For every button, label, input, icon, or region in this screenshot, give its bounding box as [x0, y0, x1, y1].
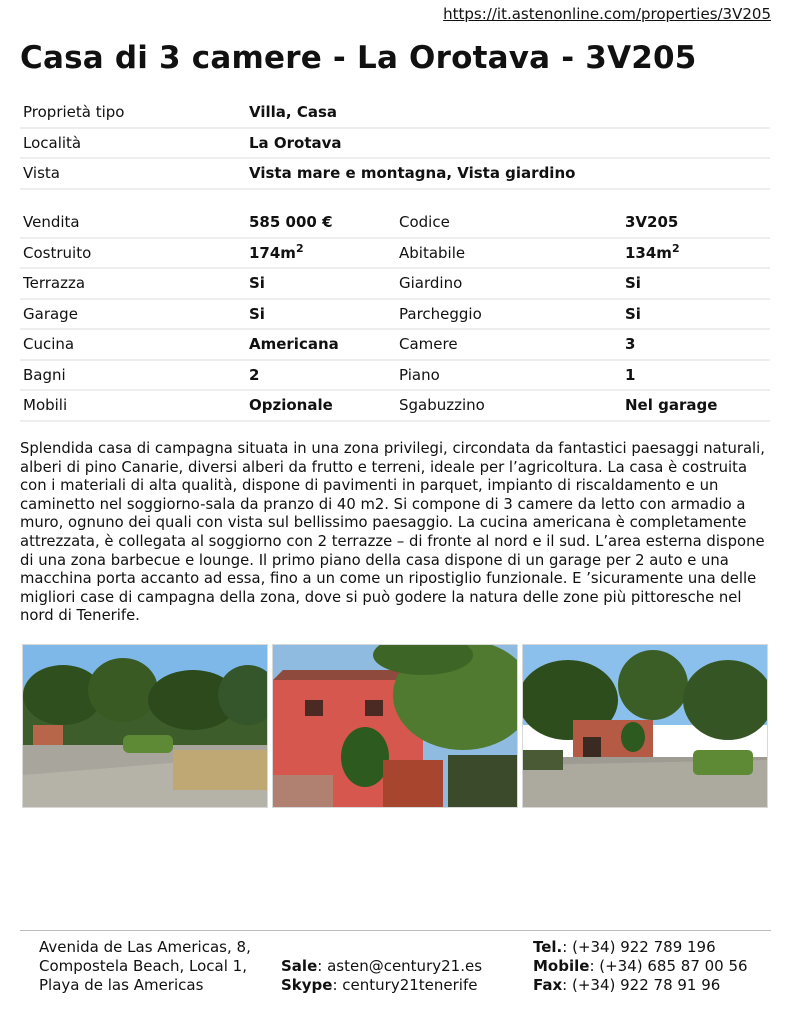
bedrooms-value: 3	[622, 330, 770, 361]
garage-value: Si	[246, 300, 396, 331]
kitchen-value: Americana	[246, 330, 396, 361]
skype-label: Skype	[281, 976, 333, 994]
fax-number	[533, 976, 748, 995]
bathrooms-label: Bagni	[20, 361, 246, 392]
floor-value: 1	[622, 361, 770, 392]
property-type-value: Villa, Casa	[246, 98, 770, 129]
sale-price-label: Vendita	[20, 208, 246, 239]
driveway-photo-image	[523, 645, 768, 808]
garage-label: Garage	[20, 300, 246, 331]
fax-label: Fax	[533, 976, 563, 994]
table-row	[20, 269, 770, 300]
address-line: Avenida de Las Americas, 8,	[39, 938, 251, 956]
code-label: Codice	[396, 208, 622, 239]
furniture-value: Opzionale	[246, 391, 396, 422]
property-type-table	[20, 98, 770, 190]
living-area-number: 134m	[625, 243, 672, 262]
terrace-label: Terrazza	[20, 269, 246, 300]
view-value: Vista mare e montagna, Vista giardino	[246, 159, 770, 190]
property-photo-driveway[interactable]	[522, 644, 768, 808]
footer-address	[39, 938, 251, 995]
table-row	[20, 300, 770, 331]
mobile-phone[interactable]	[533, 957, 748, 976]
footer-contacts	[281, 957, 482, 995]
table-row	[20, 391, 770, 422]
built-area-label: Costruito	[20, 239, 246, 270]
location-label: Località	[20, 129, 246, 160]
table-row	[20, 239, 770, 270]
photo-gallery	[22, 644, 768, 808]
kitchen-label: Cucina	[20, 330, 246, 361]
property-type-label: Proprietà tipo	[20, 98, 246, 129]
built-area-number: 174m	[249, 243, 296, 262]
storage-label: Sgabuzzino	[396, 391, 622, 422]
footer-divider	[20, 930, 771, 931]
bedrooms-label: Camere	[396, 330, 622, 361]
terrace-value: Si	[246, 269, 396, 300]
footer-phones	[533, 938, 748, 995]
mobile-label: Mobile	[533, 957, 590, 975]
property-photo-facade[interactable]	[272, 644, 518, 808]
table-row	[20, 98, 770, 129]
telephone-value: : (+34) 922 789 196	[562, 938, 716, 956]
living-area-label: Abitabile	[396, 239, 622, 270]
skype-value: : century21tenerife	[332, 976, 478, 994]
floor-label: Piano	[396, 361, 622, 392]
sale-email-value: : asten@century21.es	[317, 957, 483, 975]
parking-value: Si	[622, 300, 770, 331]
property-description: Splendida casa di campagna situata in una zona privilegi, circondata da fantastici paesaggi naturali, alberi di pino Canarie, diversi alberi da frutto e terreni, ideale per l’agricoltura. La casa è costruita con i materiali di alta qualità, dispone di pavimenti in parquet, impianto di riscaldamento e un caminetto nel soggiorno-sala da pranzo di 40 m2. Si compone di 3 camere da letto con armadio a muro, ognuno dei quali con vista sul bellissimo paesaggio. La cucina americana è completamente attrezzata, è collegata al soggiorno con 2 terrazze – di fronte al nord e il sud. L’area esterna dispone di una zona barbecue e lounge. Il primo piano della casa dispone di un garage per 2 auto e una macchina porta accanto ad essa, fino a un come un ripostiglio funzionale. E ’sicuramente una delle migliori case di campagna della zona, dove si può godere la natura delle zone più pittoresche nel nord di Tenerife.	[20, 440, 765, 625]
parking-label: Parcheggio	[396, 300, 622, 331]
table-row	[20, 361, 770, 392]
storage-value: Nel garage	[622, 391, 770, 422]
sale-email-label: Sale	[281, 957, 318, 975]
property-url-link[interactable]: https://it.astenonline.com/properties/3V205	[443, 5, 771, 23]
table-row	[20, 330, 770, 361]
facade-photo-image	[273, 645, 518, 808]
built-area-superscript: 2	[295, 241, 304, 255]
location-value: La Orotava	[246, 129, 770, 160]
living-area-superscript: 2	[671, 241, 680, 255]
table-row	[20, 159, 770, 190]
address-line: Playa de las Americas	[39, 976, 204, 994]
property-photo-garden[interactable]	[22, 644, 268, 808]
living-area-value	[622, 239, 770, 270]
garden-value: Si	[622, 269, 770, 300]
mobile-value: : (+34) 685 87 00 56	[589, 957, 748, 975]
telephone[interactable]	[533, 938, 748, 957]
built-area-value	[246, 239, 396, 270]
furniture-label: Mobili	[20, 391, 246, 422]
bathrooms-value: 2	[246, 361, 396, 392]
garden-photo-image	[23, 645, 268, 808]
garden-label: Giardino	[396, 269, 622, 300]
address-line: Compostela Beach, Local 1,	[39, 957, 247, 975]
code-value: 3V205	[622, 208, 770, 239]
telephone-label: Tel.	[533, 938, 563, 956]
table-row	[20, 208, 770, 239]
sale-price-value: 585 000 €	[246, 208, 396, 239]
sale-email[interactable]	[281, 957, 482, 976]
page-title: Casa di 3 camere - La Orotava - 3V205	[20, 40, 697, 76]
table-row	[20, 129, 770, 160]
view-label: Vista	[20, 159, 246, 190]
skype-contact[interactable]	[281, 976, 482, 995]
property-details-table	[20, 208, 770, 422]
fax-value: : (+34) 922 78 91 96	[562, 976, 721, 994]
